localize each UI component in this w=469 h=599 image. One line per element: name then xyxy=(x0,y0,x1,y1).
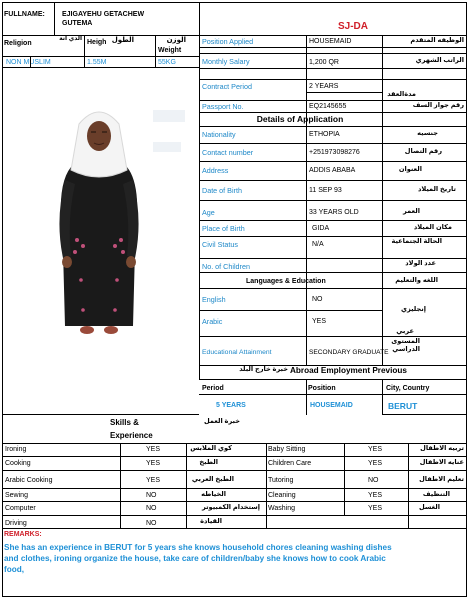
civil-status-label: Civil Status xyxy=(202,240,238,249)
civil-status-ar: الحالة الجتماعية xyxy=(391,238,442,245)
skill-value: NO xyxy=(146,505,157,512)
skill-label: Arabic Cooking xyxy=(5,477,53,484)
skill-label: Children Care xyxy=(268,460,312,467)
contact-number-value: +251973098276 xyxy=(309,149,360,156)
date-of-birth-value: 11 SEP 93 xyxy=(309,187,342,194)
abroad-employment-ar: خبرة خارج البلد xyxy=(239,366,288,373)
contract-period-ar: مدةالعقد xyxy=(387,91,416,98)
address-value: ADDIS ABABA xyxy=(309,167,356,174)
skill-label: Driving xyxy=(5,520,27,527)
height-ar: الطول xyxy=(111,37,134,44)
remarks-text-line1: She has an experience in BERUT for 5 years she knows household chores cleaning washing dishes xyxy=(4,543,392,552)
age-label: Age xyxy=(202,208,215,217)
skills-title-ar: خبرة العمل xyxy=(203,418,240,425)
date-of-birth-label: Date of Birth xyxy=(202,186,242,195)
contact-number-ar: رقم التصال xyxy=(404,148,442,155)
skill-ar: تربيه الاطفال xyxy=(420,445,464,452)
skill-label: Washing xyxy=(268,505,295,512)
skill-ar: تعليم الاطفال xyxy=(419,476,464,483)
no-of-children-label: No. of Children xyxy=(202,262,250,271)
weight-value: 55KG xyxy=(158,59,176,66)
fullname-line1: EJIGAYEHU GETACHEW xyxy=(62,11,145,18)
passport-no-ar: رقم جواز السف xyxy=(412,102,464,109)
skill-label: Cleaning xyxy=(268,492,296,499)
educational-attainment-label: Educational Attainment xyxy=(202,349,272,356)
skill-label: Tutoring xyxy=(268,477,294,484)
address-label: Address xyxy=(202,166,229,175)
skill-value: NO xyxy=(368,477,379,484)
contract-period-label: Contract Period xyxy=(202,82,252,91)
contact-number-label: Contact number xyxy=(202,148,254,157)
skill-label: Ironing xyxy=(5,446,27,453)
monthly-salary-label: Monthly Salary xyxy=(202,57,250,66)
skill-value: YES xyxy=(368,505,383,512)
remarks-text-line2: and clothes, ironing organize the house, take care of children/baby she knows how to cook Arabic xyxy=(4,554,386,563)
arabic-ar: عربي xyxy=(396,328,414,335)
fullname-line2: GUTEMA xyxy=(62,20,93,27)
abroad-position-value: HOUSEMAID xyxy=(310,402,353,409)
skill-ar: القيادة xyxy=(200,518,222,525)
applicant-photo xyxy=(3,80,199,380)
weight-label: Weight xyxy=(158,47,182,54)
height-value: 1.55M xyxy=(87,59,107,66)
civil-status-value: N/A xyxy=(312,241,324,248)
person-figure-icon xyxy=(3,80,199,380)
details-of-application-title: Details of Application xyxy=(256,114,344,124)
languages-education-title: Languages & Education xyxy=(246,278,326,285)
skill-value: NO xyxy=(146,520,157,527)
position-applied-label: Position Applied xyxy=(202,37,254,46)
skill-ar: الطبخ xyxy=(199,459,218,466)
abroad-period-value: 5 YEARS xyxy=(216,402,246,409)
skill-ar: الطبخ العربي xyxy=(191,476,234,483)
skill-value: YES xyxy=(146,446,161,453)
religion-value: NON MUSLIM xyxy=(6,59,51,66)
position-applied-ar: الوظيفه المتقدم xyxy=(410,37,464,44)
skill-value: NO xyxy=(146,492,157,499)
height-label: Heigh xyxy=(87,39,107,46)
skill-value: YES xyxy=(368,446,383,453)
remarks-label: REMARKS: xyxy=(4,531,42,538)
skill-label: Computer xyxy=(5,505,36,512)
abroad-position-header: Position xyxy=(308,385,336,392)
arabic-label: Arabic xyxy=(202,317,223,326)
weight-ar: الوزن xyxy=(166,37,186,44)
skill-value: YES xyxy=(146,460,161,467)
skill-label: Baby Sitting xyxy=(268,446,306,453)
skill-value: YES xyxy=(146,477,161,484)
fullname-label: FULLNAME: xyxy=(4,11,45,18)
religion-label: Religion xyxy=(4,40,32,47)
remarks-text-line3: food, xyxy=(4,565,25,574)
date-of-birth-ar: تاريخ الميلاد xyxy=(417,186,456,193)
abroad-city-value: BERUT xyxy=(388,401,418,411)
position-applied-value: HOUSEMAID xyxy=(309,38,352,45)
passport-no-value: EQ2145655 xyxy=(309,103,347,110)
skill-value: YES xyxy=(368,460,383,467)
religion-ar: الدي انة xyxy=(59,36,82,42)
languages-education-ar: اللغه والتعليم xyxy=(395,277,438,284)
educational-attainment-ar: المستوى الدراسي xyxy=(391,338,420,353)
skill-value: YES xyxy=(368,492,383,499)
place-of-birth-label: Place of Birth xyxy=(202,224,245,233)
skills-title-line2: Experience xyxy=(110,431,153,440)
age-value: 33 YEARS OLD xyxy=(309,209,359,216)
abroad-period-header: Period xyxy=(202,385,224,392)
english-label: English xyxy=(202,295,226,304)
abroad-employment-title: Abroad Employment Previous xyxy=(290,366,407,375)
skills-title-line1: Skills & xyxy=(110,418,139,427)
arabic-value: YES xyxy=(312,318,327,325)
skill-ar: الخياطه xyxy=(201,491,226,498)
agency-code: SJ-DA xyxy=(338,21,369,32)
skill-ar: كوي الملابس xyxy=(190,445,232,452)
educational-attainment-value: SECONDARY GRADUATE xyxy=(309,349,389,356)
skill-label: Sewing xyxy=(5,492,28,499)
skill-ar: إستخدام الكمبيوتر xyxy=(201,504,260,511)
monthly-salary-value: 1,200 QR xyxy=(309,59,339,66)
skill-ar: الغسل xyxy=(418,504,440,511)
nationality-value: ETHOPIA xyxy=(309,131,340,138)
abroad-city-header: City, Country xyxy=(386,385,430,392)
skill-ar: عنايه الاطفال xyxy=(419,459,464,466)
address-ar: العنوان xyxy=(398,166,422,173)
place-of-birth-value: GIDA xyxy=(312,225,330,232)
passport-no-label: Passport No. xyxy=(202,102,244,111)
skill-label: Cooking xyxy=(5,460,31,467)
nationality-ar: جنسيه xyxy=(417,130,438,137)
contract-period-value: 2 YEARS xyxy=(309,83,339,90)
english-value: NO xyxy=(312,296,323,303)
skill-ar: التنظيف xyxy=(422,491,450,498)
monthly-salary-ar: الراتب الشهري xyxy=(415,57,464,64)
english-ar: إنجليزي xyxy=(400,306,426,313)
nationality-label: Nationality xyxy=(202,130,236,139)
place-of-birth-ar: مكان الميلاد xyxy=(413,224,452,231)
no-of-children-ar: عدد الولاد xyxy=(405,260,436,267)
age-ar: العمر xyxy=(403,208,420,215)
